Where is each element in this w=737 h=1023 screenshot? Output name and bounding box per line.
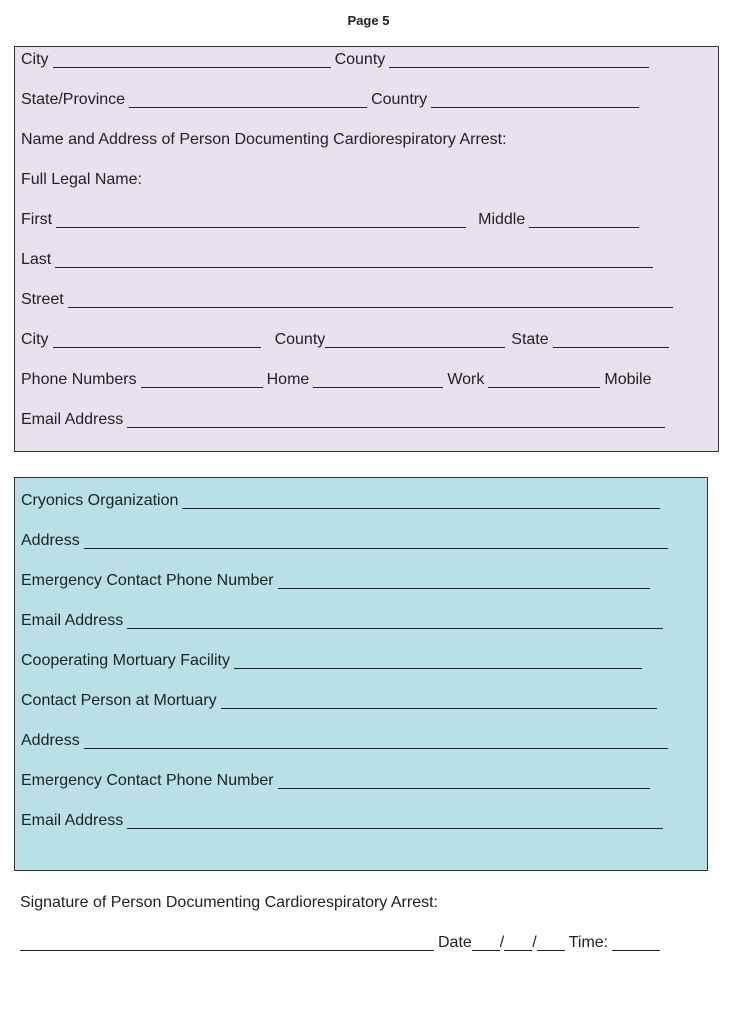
first-name-label: First	[21, 211, 53, 228]
org-email-label: Email Address	[21, 612, 124, 629]
page-header: Page 5	[347, 13, 390, 28]
state-field[interactable]	[553, 329, 669, 348]
address-field[interactable]	[84, 530, 668, 549]
mortuary-emergency-phone-label: Emergency Contact Phone Number	[21, 772, 274, 789]
emergency-phone-field[interactable]	[278, 570, 650, 589]
email-field[interactable]	[127, 409, 665, 428]
date-slash-2: /	[532, 934, 537, 951]
county-field[interactable]	[389, 49, 649, 68]
middle-name-field[interactable]	[529, 209, 639, 228]
mortuary-email-row	[21, 808, 701, 832]
country-label: Country	[371, 91, 428, 108]
last-name-field[interactable]	[55, 249, 653, 268]
cryonics-org-label: Cryonics Organization	[21, 492, 179, 509]
email-label: Email Address	[21, 411, 124, 428]
documenter-heading-row	[21, 127, 712, 151]
date-label: Date	[438, 934, 472, 951]
middle-name-label: Middle	[478, 211, 526, 228]
city-county-state-row	[21, 327, 712, 351]
mortuary-email-label: Email Address	[21, 812, 124, 829]
city-field[interactable]	[53, 49, 331, 68]
date-day-field[interactable]	[504, 932, 532, 951]
contact-person-row	[21, 688, 701, 712]
cryonics-org-row	[21, 488, 701, 512]
first-middle-row	[21, 207, 712, 231]
county-label: County	[334, 51, 386, 68]
mortuary-row	[21, 648, 701, 672]
date-slash-1: /	[499, 934, 505, 951]
city-county-row	[21, 47, 712, 71]
full-legal-name-row	[21, 167, 712, 191]
mortuary-emergency-phone-row	[21, 768, 701, 792]
signature-field[interactable]	[20, 932, 434, 951]
last-name-label: Last	[21, 251, 52, 268]
home-phone-field[interactable]	[141, 369, 263, 388]
date-month-field[interactable]	[472, 932, 500, 951]
mortuary-field[interactable]	[234, 650, 642, 669]
county2-field[interactable]	[325, 329, 505, 348]
street-field[interactable]	[68, 289, 673, 308]
work-label: Work	[447, 371, 485, 388]
documenter-heading: Name and Address of Person Documenting Cardiorespiratory Arrest:	[21, 131, 507, 148]
mortuary-address-row	[21, 728, 701, 752]
state-province-label: State/Province	[21, 91, 126, 108]
city2-label: City	[21, 331, 49, 348]
city2-field[interactable]	[53, 329, 261, 348]
state-label: State	[511, 331, 549, 348]
mortuary-emergency-phone-field[interactable]	[278, 770, 650, 789]
time-label: Time:	[568, 934, 609, 951]
street-label: Street	[21, 291, 64, 308]
work-phone-field[interactable]	[313, 369, 443, 388]
mortuary-label: Cooperating Mortuary Facility	[21, 652, 230, 669]
address-row	[21, 528, 701, 552]
signature-heading: Signature of Person Documenting Cardiorespiratory Arrest:	[20, 894, 438, 911]
state-province-field[interactable]	[129, 89, 367, 108]
state-country-row	[21, 87, 712, 111]
emergency-phone-row	[21, 568, 701, 592]
org-email-field[interactable]	[127, 610, 663, 629]
home-label: Home	[266, 371, 310, 388]
email-row	[21, 407, 712, 431]
country-field[interactable]	[431, 89, 639, 108]
email-row-2	[21, 608, 701, 632]
last-name-row	[21, 247, 712, 271]
emergency-phone-label: Emergency Contact Phone Number	[21, 572, 274, 589]
mortuary-email-field[interactable]	[127, 810, 663, 829]
time-field[interactable]	[612, 932, 660, 951]
street-row	[21, 287, 712, 311]
cryonics-organization-section	[14, 477, 708, 871]
mortuary-address-label: Address	[21, 732, 80, 749]
phone-numbers-row	[21, 367, 712, 391]
cryonics-org-field[interactable]	[182, 490, 660, 509]
phone-numbers-label: Phone Numbers	[21, 371, 137, 388]
address-label: Address	[21, 532, 80, 549]
first-name-field[interactable]	[56, 209, 466, 228]
full-legal-name-label: Full Legal Name:	[21, 171, 142, 188]
contact-person-label: Contact Person at Mortuary	[21, 692, 217, 709]
mobile-label: Mobile	[604, 371, 652, 388]
city-label: City	[21, 51, 49, 68]
mortuary-address-field[interactable]	[84, 730, 668, 749]
contact-person-field[interactable]	[221, 690, 657, 709]
documenter-info-section	[14, 46, 719, 452]
signature-date-time-row	[20, 930, 664, 954]
mobile-phone-field[interactable]	[488, 369, 600, 388]
signature-heading-row	[20, 890, 438, 914]
county2-label: County	[274, 331, 326, 348]
date-year-field[interactable]	[537, 932, 565, 951]
